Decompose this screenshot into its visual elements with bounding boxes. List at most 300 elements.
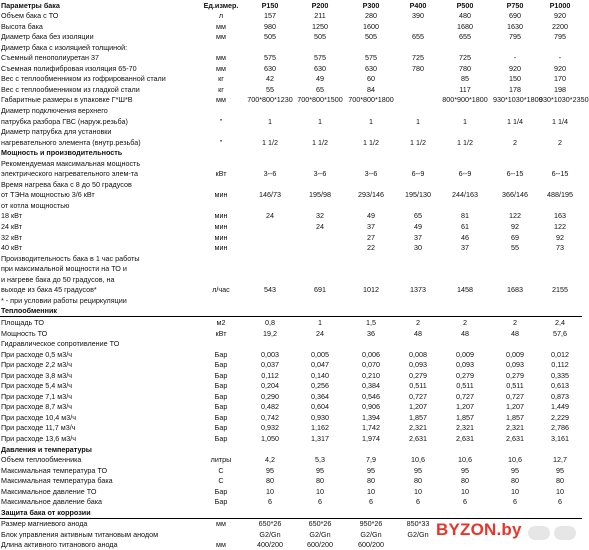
unit-cell — [198, 264, 244, 275]
value-cell: 1 — [463, 116, 467, 126]
value-cell: 19,2 — [263, 328, 277, 338]
value-cell: 1458 — [457, 285, 473, 295]
value-cell — [296, 127, 344, 138]
value-cell: 1,207 — [506, 402, 524, 412]
value-cell — [296, 274, 344, 285]
value-cell — [492, 148, 538, 159]
value-cell: 1373 — [410, 285, 426, 295]
value-cell: 1 1/2 — [410, 137, 426, 147]
value-cell — [244, 295, 296, 306]
row-label: * - при условии работы рециркуляции — [1, 295, 127, 305]
value-cell: 0,093 — [409, 360, 427, 370]
value-cell: 30 — [414, 243, 422, 253]
value-cell: 95 — [511, 465, 519, 475]
value-cell: 92 — [511, 222, 519, 232]
value-cell — [296, 253, 344, 264]
table-row — [0, 243, 582, 254]
value-cell — [244, 232, 296, 243]
value-cell: 0,511 — [506, 381, 524, 391]
value-cell: 0,364 — [311, 391, 329, 401]
value-cell — [438, 179, 492, 190]
row-label: При расходе 7,1 м3/ч — [1, 391, 72, 401]
value-cell: 1680 — [457, 21, 473, 31]
unit-cell: кг — [218, 84, 224, 94]
value-cell: 6 — [558, 497, 562, 507]
value-cell: 48 — [461, 328, 469, 338]
row-label: Защита бака от коррозии — [0, 507, 198, 518]
table-row — [0, 105, 582, 116]
row-label: Параметры бака — [1, 0, 60, 10]
value-cell: P200 — [311, 0, 329, 10]
table-row — [0, 370, 582, 381]
row-label: Габаритные размеры в упаковке Г*Ш*В — [1, 95, 133, 105]
value-cell: 1 1/2 — [457, 137, 473, 147]
unit-cell: м2 — [216, 317, 226, 327]
value-cell: 6--15 — [551, 169, 569, 179]
unit-cell — [198, 105, 244, 116]
value-cell: P500 — [456, 0, 474, 10]
value-cell — [296, 444, 344, 455]
value-cell: 1,742 — [362, 423, 380, 433]
table-row — [0, 349, 582, 360]
value-cell: 575 — [365, 53, 377, 63]
table-row — [0, 285, 582, 296]
value-cell — [438, 253, 492, 264]
value-cell — [438, 274, 492, 285]
value-cell — [344, 253, 398, 264]
unit-cell: мм — [216, 63, 226, 73]
value-cell — [492, 42, 538, 53]
row-label: Максимальная температура ТО — [1, 465, 108, 475]
value-cell — [438, 264, 492, 275]
row-label: патрубка разбора ГВС (наруж.резьба) — [1, 116, 128, 126]
value-cell — [244, 158, 296, 169]
value-cell: 480 — [459, 11, 471, 21]
value-cell — [492, 158, 538, 169]
unit-cell — [198, 507, 244, 518]
value-cell: 0,037 — [261, 360, 279, 370]
row-label: При расходе 10,4 м3/ч — [1, 412, 76, 422]
value-cell: 4,2 — [265, 455, 275, 465]
value-cell: 22 — [367, 243, 375, 253]
value-cell: 0,279 — [456, 370, 474, 380]
value-cell — [244, 42, 296, 53]
value-cell: 630 — [314, 63, 326, 73]
value-cell: 10 — [556, 486, 564, 496]
value-cell: 0,932 — [261, 423, 279, 433]
value-cell: 920 — [509, 63, 521, 73]
value-cell: - — [558, 53, 562, 63]
table-row — [0, 455, 582, 466]
value-cell: 122 — [509, 211, 521, 221]
watermark-logo: BYZON.by — [432, 520, 526, 540]
unit-cell — [198, 158, 244, 169]
value-cell: 80 — [266, 476, 274, 486]
value-cell: 920 — [554, 63, 566, 73]
value-cell: 2,631 — [409, 433, 427, 443]
value-cell: 1 — [318, 317, 322, 327]
value-cell — [296, 339, 344, 350]
value-cell: 630 — [365, 63, 377, 73]
value-cell: 49 — [414, 222, 422, 232]
value-cell: 37 — [367, 222, 375, 232]
value-cell: 2 — [416, 317, 420, 327]
row-label: Диаметр подключения верхнего — [1, 106, 108, 116]
value-cell — [398, 21, 438, 32]
row-label: Давления и температуры — [1, 444, 92, 454]
value-cell: 1,207 — [409, 402, 427, 412]
value-cell: 65 — [316, 84, 324, 94]
table-row — [0, 497, 582, 508]
value-cell: 32 — [316, 211, 324, 221]
value-cell: 655 — [412, 32, 424, 42]
value-cell: 80 — [367, 476, 375, 486]
value-cell: 10 — [367, 486, 375, 496]
unit-cell: Бар — [214, 370, 228, 380]
value-cell: 690 — [509, 11, 521, 21]
value-cell: 2,229 — [551, 412, 569, 422]
value-cell — [492, 274, 538, 285]
value-cell: 0,140 — [311, 370, 329, 380]
value-cell: 24 — [316, 222, 324, 232]
row-label: Максимальное давление бака — [1, 497, 103, 507]
value-cell: 1 1/2 — [312, 137, 328, 147]
row-label: Максимальная температура бака — [1, 476, 113, 486]
value-cell — [344, 306, 398, 317]
value-cell: 7,9 — [366, 455, 376, 465]
value-cell — [398, 105, 438, 116]
value-cell — [344, 339, 398, 350]
value-cell: 0,204 — [261, 381, 279, 391]
value-cell: 6 — [318, 497, 322, 507]
row-label: Рекомендуемая максимальная мощность — [1, 158, 141, 168]
value-cell — [398, 444, 438, 455]
value-cell: 0,873 — [551, 391, 569, 401]
value-cell — [296, 158, 344, 169]
value-cell — [296, 295, 344, 306]
value-cell — [244, 221, 296, 232]
value-cell: 1600 — [363, 21, 379, 31]
value-cell: 6--9 — [458, 169, 472, 179]
value-cell — [438, 306, 492, 317]
value-cell — [398, 148, 438, 159]
value-cell: G2/Gn — [407, 529, 429, 539]
value-cell: 146/73 — [259, 190, 281, 200]
value-cell: 55 — [266, 84, 274, 94]
value-cell: 0,005 — [311, 349, 329, 359]
value-cell: 95 — [461, 465, 469, 475]
value-cell: 2155 — [552, 285, 568, 295]
row-label: Максимальное давление ТО — [1, 486, 97, 496]
unit-cell: " — [219, 137, 223, 147]
value-cell: 122 — [554, 222, 566, 232]
table-row — [0, 137, 582, 148]
value-cell — [398, 200, 438, 211]
value-cell: 37 — [461, 243, 469, 253]
value-cell: 930*1030*2350 — [539, 95, 589, 105]
value-cell: - — [513, 53, 517, 63]
value-cell: 0,335 — [551, 370, 569, 380]
value-cell: 95 — [266, 465, 274, 475]
value-cell: 2,631 — [506, 433, 524, 443]
row-label: от ТЭНа мощностью 3/6 кВт — [1, 190, 95, 200]
value-cell: 2 — [513, 137, 517, 147]
value-cell — [538, 148, 582, 159]
value-cell — [438, 444, 492, 455]
value-cell — [244, 253, 296, 264]
table-row — [0, 328, 582, 339]
value-cell: 691 — [314, 285, 326, 295]
value-cell: 61 — [461, 222, 469, 232]
value-cell: 6 — [369, 497, 373, 507]
unit-cell: л/час — [212, 285, 230, 295]
value-cell: 1 — [318, 116, 322, 126]
unit-cell: Бар — [214, 412, 228, 422]
value-cell: 2,321 — [409, 423, 427, 433]
table-row — [0, 253, 582, 264]
unit-cell: кВт — [215, 328, 227, 338]
unit-cell: Бар — [214, 433, 228, 443]
value-cell — [438, 148, 492, 159]
value-cell: 293/146 — [358, 190, 384, 200]
table-row — [0, 402, 582, 413]
value-cell: 95 — [367, 465, 375, 475]
table-row — [0, 232, 582, 243]
value-cell — [244, 444, 296, 455]
value-cell — [296, 42, 344, 53]
value-cell: 1,207 — [456, 402, 474, 412]
value-cell: 2,631 — [456, 433, 474, 443]
row-label: Съемный пенополиуретан 37 — [1, 53, 100, 63]
value-cell: 1,050 — [261, 433, 279, 443]
unit-cell: С — [218, 465, 224, 475]
value-cell — [538, 179, 582, 190]
unit-cell — [198, 274, 244, 285]
value-cell: 2,786 — [551, 423, 569, 433]
unit-cell — [198, 295, 244, 306]
table-row — [0, 339, 582, 350]
value-cell: 850*33 — [406, 519, 430, 529]
value-cell: 0,070 — [362, 360, 380, 370]
value-cell — [492, 200, 538, 211]
unit-cell: мин — [214, 190, 228, 200]
value-cell: 49 — [316, 74, 324, 84]
value-cell: 10,6 — [458, 455, 472, 465]
value-cell: 55 — [511, 243, 519, 253]
value-cell: 600/200 — [307, 540, 333, 550]
value-cell — [244, 200, 296, 211]
table-row — [0, 42, 582, 53]
table-row — [0, 412, 582, 423]
value-cell — [398, 158, 438, 169]
value-cell: 48 — [511, 328, 519, 338]
table-row — [0, 84, 582, 95]
value-cell — [398, 339, 438, 350]
value-cell: 1,394 — [362, 412, 380, 422]
value-cell: 0,604 — [311, 402, 329, 412]
value-cell: 0,009 — [456, 349, 474, 359]
value-cell — [538, 264, 582, 275]
row-label: Съемная полифибровая изоляция 65-70 — [1, 63, 137, 73]
table-row — [0, 391, 582, 402]
unit-cell — [198, 444, 244, 455]
value-cell: 0,003 — [261, 349, 279, 359]
row-label: 18 кВт — [1, 211, 22, 221]
value-cell: 6 — [513, 497, 517, 507]
value-cell — [398, 295, 438, 306]
row-label: 40 кВт — [1, 243, 22, 253]
value-cell: 170 — [554, 74, 566, 84]
row-label: Мощность и производительность — [1, 148, 123, 158]
value-cell: 37 — [414, 232, 422, 242]
value-cell — [398, 127, 438, 138]
value-cell — [398, 74, 438, 85]
value-cell: 65 — [414, 211, 422, 221]
unit-cell: кВт — [215, 169, 227, 179]
row-label: 32 кВт — [1, 232, 22, 242]
value-cell: 0,482 — [261, 402, 279, 412]
value-cell: 780 — [412, 63, 424, 73]
value-cell — [296, 232, 344, 243]
value-cell: 80 — [414, 476, 422, 486]
unit-cell: кг — [218, 74, 224, 84]
header-row — [0, 0, 582, 11]
value-cell: 81 — [461, 211, 469, 221]
unit-cell: мм — [216, 32, 226, 42]
row-label: нагревательного элемента (внутр.резьба) — [1, 137, 141, 147]
value-cell — [492, 507, 538, 518]
table-row — [0, 423, 582, 434]
value-cell: 211 — [314, 11, 326, 21]
unit-cell: мин — [214, 222, 228, 232]
unit-cell: Бар — [214, 360, 228, 370]
value-cell: 0,006 — [362, 349, 380, 359]
table-row — [0, 200, 582, 211]
value-cell: 0,613 — [551, 381, 569, 391]
value-cell — [538, 339, 582, 350]
value-cell — [438, 42, 492, 53]
value-cell: 0,742 — [261, 412, 279, 422]
value-cell: 3,161 — [551, 433, 569, 443]
value-cell — [296, 507, 344, 518]
value-cell — [296, 148, 344, 159]
unit-cell — [198, 200, 244, 211]
value-cell — [492, 295, 538, 306]
value-cell: 10 — [414, 486, 422, 496]
value-cell: P750 — [506, 0, 524, 10]
section-row — [0, 306, 582, 317]
table-row — [0, 295, 582, 306]
value-cell — [344, 200, 398, 211]
table-row — [0, 190, 582, 201]
value-cell — [244, 243, 296, 254]
value-cell: 280 — [365, 11, 377, 21]
unit-cell — [198, 339, 244, 350]
value-cell: 150 — [509, 74, 521, 84]
value-cell: 2 — [513, 317, 517, 327]
value-cell: 3--6 — [263, 169, 277, 179]
unit-cell — [198, 306, 244, 317]
value-cell: 10 — [511, 486, 519, 496]
row-label: Диаметр патрубка для установки — [1, 127, 112, 137]
value-cell: 0,047 — [311, 360, 329, 370]
section-row — [0, 148, 582, 159]
value-cell: 6--15 — [506, 169, 524, 179]
value-cell: 195/130 — [405, 190, 431, 200]
value-cell: 725 — [412, 53, 424, 63]
value-cell: 163 — [554, 211, 566, 221]
value-cell: 0,511 — [456, 381, 474, 391]
value-cell: P1000 — [549, 0, 571, 10]
value-cell: 80 — [461, 476, 469, 486]
unit-cell: " — [219, 116, 223, 126]
unit-cell — [198, 42, 244, 53]
value-cell: 6 — [416, 497, 420, 507]
table-row — [0, 21, 582, 32]
value-cell — [492, 306, 538, 317]
table-row — [0, 317, 582, 328]
value-cell — [344, 507, 398, 518]
value-cell: 0,112 — [261, 370, 279, 380]
value-cell: P150 — [261, 0, 279, 10]
value-cell: 80 — [316, 476, 324, 486]
value-cell: 0,279 — [506, 370, 524, 380]
value-cell: 0,290 — [261, 391, 279, 401]
value-cell: 366/146 — [502, 190, 528, 200]
value-cell: 725 — [459, 53, 471, 63]
unit-cell: Бар — [214, 423, 228, 433]
row-label: при максимальной мощности на ТО и — [1, 264, 127, 274]
table-row — [0, 11, 582, 22]
watermark-dot — [554, 526, 576, 540]
value-cell: 2 — [463, 317, 467, 327]
value-cell: 655 — [459, 32, 471, 42]
value-cell — [296, 306, 344, 317]
value-cell: 2200 — [552, 21, 568, 31]
value-cell: 0,906 — [362, 402, 380, 412]
value-cell — [538, 158, 582, 169]
value-cell: 1,449 — [551, 402, 569, 412]
value-cell — [538, 42, 582, 53]
value-cell: 543 — [264, 285, 276, 295]
row-label: и нагреве бака до 50 градусов, на — [1, 274, 115, 284]
row-label: Время нагрева бака с 8 до 50 градусов — [1, 179, 132, 189]
value-cell — [538, 253, 582, 264]
value-cell: 1,857 — [506, 412, 524, 422]
value-cell: G2/Gn — [259, 529, 281, 539]
value-cell: 3--6 — [313, 169, 327, 179]
value-cell: 1 1/4 — [507, 116, 523, 126]
unit-cell: Ед.измер. — [203, 0, 239, 10]
table-row — [0, 32, 582, 43]
value-cell — [438, 200, 492, 211]
value-cell: 57,6 — [553, 328, 567, 338]
value-cell — [244, 339, 296, 350]
value-cell: 85 — [461, 74, 469, 84]
value-cell: 0,930 — [311, 412, 329, 422]
value-cell: 10 — [461, 486, 469, 496]
value-cell: 505 — [365, 32, 377, 42]
value-cell: 42 — [266, 74, 274, 84]
value-cell: 2 — [558, 137, 562, 147]
value-cell: P300 — [362, 0, 380, 10]
row-label: При расходе 2,2 м3/ч — [1, 360, 72, 370]
value-cell — [244, 105, 296, 116]
value-cell — [344, 105, 398, 116]
value-cell: 195/98 — [309, 190, 331, 200]
row-label: Теплообменник — [0, 306, 198, 317]
value-cell — [296, 243, 344, 254]
